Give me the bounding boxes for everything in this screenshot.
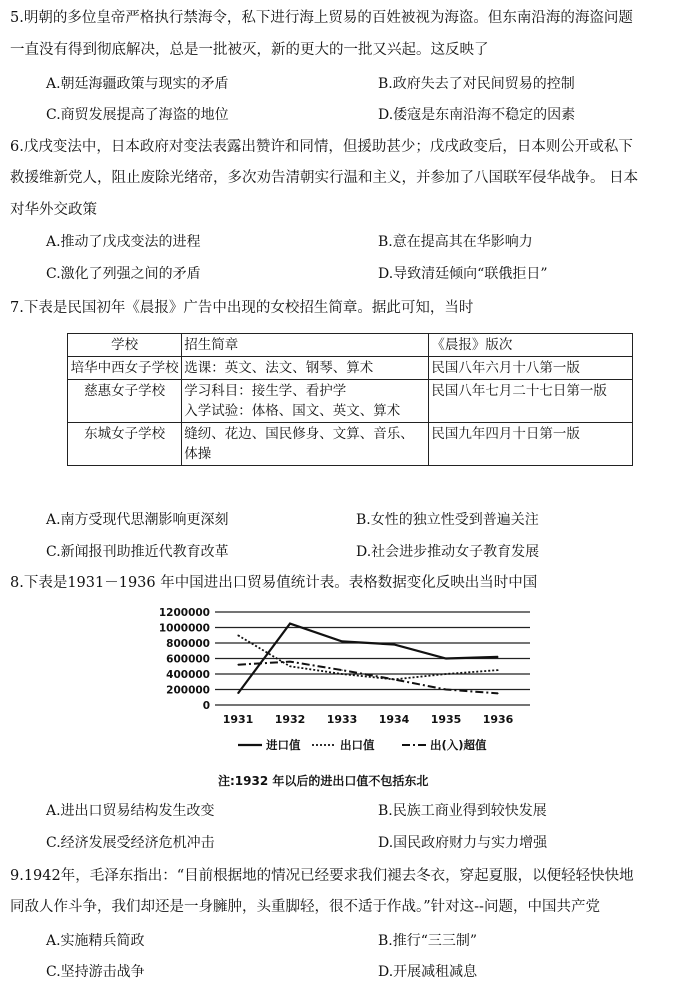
data-point xyxy=(237,635,238,636)
y-tick-label: 0 xyxy=(202,700,210,712)
q9-option-a: A.实施精兵简政 xyxy=(46,933,145,949)
x-tick-label: 1931 xyxy=(222,713,254,726)
edition-cell: 民国八年七月二十七日第一版 xyxy=(429,380,633,423)
q8-option-c: C.经济发展受经济危机冲击 xyxy=(46,835,215,851)
y-tick-label: 800000 xyxy=(166,638,210,650)
trade-line-chart xyxy=(140,600,540,800)
data-point xyxy=(497,656,498,657)
q9-stem-line2: 同敌人作斗争，我们却还是一身臃肿，头重脚轻，很不适于作战。”针对这--问题，中国共产党 xyxy=(10,899,600,915)
q7-stem: 7.下表是民国初年《晨报》广告中出现的女校招生简章。据此可知，当时 xyxy=(10,300,474,316)
data-point xyxy=(497,693,498,694)
data-point xyxy=(497,670,498,671)
legend-label: 出口值 xyxy=(340,738,375,752)
x-tick-label: 1935 xyxy=(430,713,462,726)
q7-option-b: B.女性的独立性受到普遍关注 xyxy=(356,512,539,528)
q6-stem-line3: 对华外交政策 xyxy=(10,202,97,218)
x-tick-label: 1936 xyxy=(482,713,514,726)
q8-option-a: A.进出口贸易结构发生改变 xyxy=(46,803,215,819)
table-header: 招生简章 xyxy=(182,334,429,357)
q5-option-a: A.朝廷海疆政策与现实的矛盾 xyxy=(46,76,229,92)
data-point xyxy=(341,673,342,674)
x-tick-label: 1934 xyxy=(378,713,410,726)
series-line-3 xyxy=(238,662,498,694)
edition-cell: 民国九年四月十日第一版 xyxy=(429,423,633,466)
q5-option-c: C.商贸发展提高了海盗的地位 xyxy=(46,107,229,123)
q6-option-c: C.激化了列强之间的矛盾 xyxy=(46,266,201,282)
y-tick-label: 200000 xyxy=(166,684,210,697)
q6-option-d: D.导致清廷倾向“联俄拒日” xyxy=(378,266,548,282)
table-header: 《晨报》版次 xyxy=(429,334,633,357)
q9-option-b: B.推行“三三制” xyxy=(378,933,478,949)
data-point xyxy=(445,673,446,674)
q5-stem-line1: 5.明朝的多位皇帝严格执行禁海令，私下进行海上贸易的百姓被视为海盗。但东南沿海的海盗问题 xyxy=(10,10,633,26)
data-point xyxy=(289,661,290,662)
data-point xyxy=(393,679,394,680)
q9-option-c: C.坚持游击战争 xyxy=(46,964,145,980)
q7-option-a: A.南方受现代思潮影响更深刻 xyxy=(46,512,229,528)
chart-note: 注:1932 年以后的进出口值不包括东北 xyxy=(218,774,429,788)
school-cell: 慈惠女子学校 xyxy=(68,380,182,423)
q8-option-b: B.民族工商业得到较快发展 xyxy=(378,803,547,819)
school-cell: 培华中西女子学校 xyxy=(68,357,182,380)
q5-option-b: B.政府失去了对民间贸易的控制 xyxy=(378,76,575,92)
data-point xyxy=(289,666,290,667)
info-cell: 选课：英文、法文、钢琴、算术 xyxy=(182,357,429,380)
data-point xyxy=(393,644,394,645)
q9-stem-line1: 9.1942年，毛泽东指出：“目前根据地的情况已经要求我们褪去冬衣，穿起夏服，以便轻轻快快地 xyxy=(10,868,634,884)
q6-option-a: A.推动了戊戌变法的进程 xyxy=(46,234,201,250)
legend-label: 进口值 xyxy=(266,738,301,752)
data-point xyxy=(445,689,446,690)
table-row xyxy=(68,380,633,423)
data-point xyxy=(237,664,238,665)
data-point xyxy=(289,623,290,624)
info-cell: 缝纫、花边、国民修身、文算、音乐、体操 xyxy=(182,423,429,466)
table-header: 学校 xyxy=(68,334,182,357)
table-row xyxy=(68,357,633,380)
edition-cell: 民国八年六月十八第一版 xyxy=(429,357,633,380)
info-line: 入学试验：体格、国文、英文、算术 xyxy=(184,403,401,419)
q6-stem-line1: 6.戊戌变法中，日本政府对变法表露出赞许和同情，但援助甚少；戊戌政变后，日本则公开或私下 xyxy=(10,139,633,155)
q7-option-c: C.新闻报刊助推近代教育改革 xyxy=(46,544,229,560)
q6-stem-line2: 救援维新党人，阻止废除光绪帝，多次劝告清朝实行温和主义，并参加了八国联军侵华战争。 日本 xyxy=(10,170,639,186)
q7-option-d: D.社会进步推动女子教育发展 xyxy=(356,544,540,560)
q6-option-b: B.意在提高其在华影响力 xyxy=(378,234,533,250)
q5-stem-line2: 一直没有得到彻底解决，总是一批被灭，新的更大的一批又兴起。这反映了 xyxy=(10,42,489,58)
data-point xyxy=(341,641,342,642)
school-cell: 东城女子学校 xyxy=(68,423,182,466)
x-tick-label: 1933 xyxy=(326,713,358,726)
table-row xyxy=(68,423,633,466)
q8-option-d: D.国民政府财力与实力增强 xyxy=(378,835,548,851)
legend-label: 出(入)超值 xyxy=(430,738,487,752)
enrollment-table xyxy=(67,333,633,466)
x-tick-label: 1932 xyxy=(274,713,306,726)
y-tick-label: 1200000 xyxy=(158,607,210,619)
y-tick-label: 600000 xyxy=(166,653,210,666)
y-tick-label: 1000000 xyxy=(158,622,210,635)
data-point xyxy=(237,693,238,694)
table-header-row xyxy=(68,334,633,357)
data-point xyxy=(341,670,342,671)
data-point xyxy=(445,658,446,659)
q5-option-d: D.倭寇是东南沿海不稳定的因素 xyxy=(378,107,576,123)
info-cell xyxy=(182,380,429,423)
q8-stem: 8.下表是1931－1936 年中国进出口贸易值统计表。表格数据变化反映出当时中国 xyxy=(10,575,538,591)
y-tick-label: 400000 xyxy=(166,669,210,681)
q9-option-d: D.开展减租减息 xyxy=(378,964,478,980)
info-line: 学习科目：接生学、看护学 xyxy=(184,383,347,399)
